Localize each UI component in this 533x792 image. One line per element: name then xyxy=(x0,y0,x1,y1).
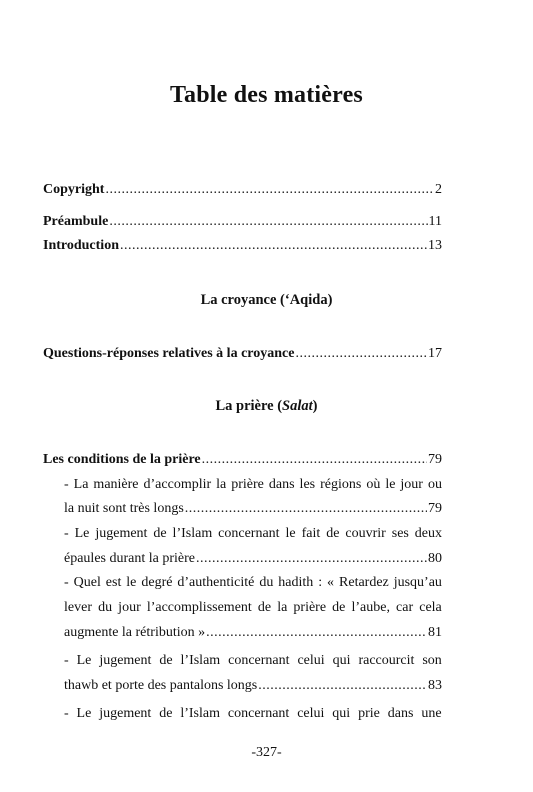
section-heading-text: La croyance ( xyxy=(200,292,285,308)
toc-entry-label: Questions-réponses relatives à la croyance xyxy=(43,346,295,361)
toc-leader-dots xyxy=(109,213,427,231)
toc-entry-label: thawb et porte des pantalons longs xyxy=(64,678,258,693)
toc-entry-label: épaules durant la prière xyxy=(64,551,195,566)
section-heading-priere xyxy=(0,398,533,415)
toc-subentry-line: lever du jour l’accomplissement de la prière de l’aube, car cela xyxy=(64,600,442,615)
toc-entry-label: augmente la rétribution » xyxy=(64,625,206,640)
toc-entry-questions-croyance xyxy=(43,345,442,363)
toc-entry-label: Introduction xyxy=(43,238,119,253)
toc-entry-label: Les conditions de la prière xyxy=(43,452,201,467)
toc-entry-label: Copyright xyxy=(43,182,105,197)
toc-page-number: 79 xyxy=(428,452,442,467)
toc-leader-dots xyxy=(206,624,427,642)
toc-leader-dots xyxy=(120,237,427,255)
toc-leader-dots xyxy=(196,550,427,568)
section-heading-croyance xyxy=(0,292,533,309)
toc-subentry-last-line xyxy=(64,624,442,642)
toc-page-number: 17 xyxy=(428,346,442,361)
page-number: -327- xyxy=(251,745,282,760)
toc-subentry-last-line xyxy=(64,550,442,568)
toc-page-number: 2 xyxy=(435,182,442,197)
toc-leader-dots xyxy=(202,451,427,469)
page-title: Table des matières xyxy=(170,82,363,108)
section-heading-close: ) xyxy=(312,398,318,414)
toc-entry-introduction xyxy=(43,237,442,255)
toc-entry-copyright xyxy=(43,181,442,199)
toc-entry-conditions-priere xyxy=(43,451,442,469)
toc-subentry-last-line xyxy=(64,677,442,695)
toc-page-number: 81 xyxy=(428,625,442,640)
toc-leader-dots xyxy=(258,677,427,695)
toc-subentry-last-line xyxy=(64,500,442,518)
section-heading-close: ) xyxy=(327,292,333,308)
toc-page-number: 13 xyxy=(428,238,442,253)
toc-subentry-line: - Le jugement de l’Islam concernant celui qui raccourcit son xyxy=(64,653,442,668)
toc-page-number: 79 xyxy=(428,501,442,516)
toc-subentry-line: - Le jugement de l’Islam concernant le fait de couvrir ses deux xyxy=(64,526,443,541)
section-heading-term: ‘Aqida xyxy=(284,292,328,308)
toc-leader-dots xyxy=(185,500,427,518)
toc-page-number: 83 xyxy=(428,678,442,693)
toc-entry-preambule xyxy=(43,213,442,231)
toc-subentry-line: - La manière d’accomplir la prière dans les régions où le jour ou xyxy=(64,477,442,492)
toc-page-number: 80 xyxy=(428,551,442,566)
toc-leader-dots xyxy=(105,181,434,199)
toc-leader-dots xyxy=(295,345,427,363)
section-heading-text: La prière ( xyxy=(215,398,283,414)
toc-entry-label: Préambule xyxy=(43,214,109,229)
toc-subentry-line: - Quel est le degré d’authenticité du hadith : « Retardez jusqu’au xyxy=(64,575,442,590)
section-heading-term: Salat xyxy=(282,398,313,414)
toc-page-number: 11 xyxy=(428,214,442,229)
toc-subentry-line: - Le jugement de l’Islam concernant celui qui prie dans une xyxy=(64,706,442,721)
toc-entry-label: la nuit sont très longs xyxy=(64,501,184,516)
